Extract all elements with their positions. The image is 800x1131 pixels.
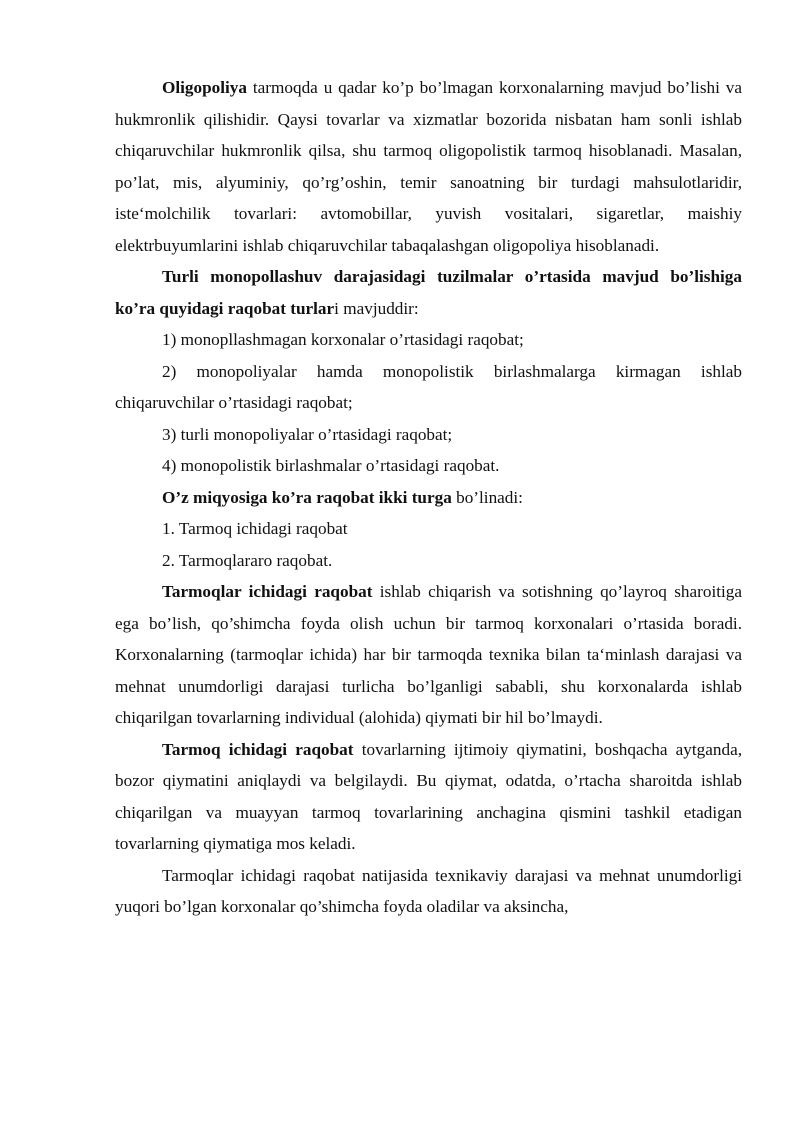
list-item bbox=[115, 450, 742, 482]
paragraph-text: tarmoqda u qadar ko’p bo’lmagan korxonalarning mavjud bo’lishi va hukmronlik qilishidir. Qaysi tovarlar va xizmatlar bozorida nisbatan ham sonli ishlab chiqaruvchilar hukmronlik qilsa, shu tarmoq oligopolistik tarmoq hisoblanadi. Masalan, po’lat, mis, alyuminiy, qo’rg’oshin, temir sanoatning bir turdagi mahsulotlaridir, iste‘molchilik tovarlari: avtomobillar, yuvish vositalari, sigaretlar, maishiy elektrbuyumlarini ishlab chiqaruvchilar tabaqalashgan oligopoliya hisoblanadi. bbox=[115, 78, 742, 255]
term-bold: Tarmoq ichidagi raqobat bbox=[162, 739, 354, 759]
paragraph-raqobat-turlari bbox=[115, 261, 742, 324]
document-body bbox=[115, 72, 742, 923]
list-item bbox=[115, 545, 742, 577]
paragraph-tarmoq-ichidagi bbox=[115, 734, 742, 860]
list-item bbox=[115, 356, 742, 419]
paragraph-oligopoliya bbox=[115, 72, 742, 261]
paragraph-natija bbox=[115, 860, 742, 923]
paragraph-text: Tarmoqlar ichidagi raqobat natijasida texnikaviy darajasi va mehnat unumdorligi yuqori bo’lgan korxonalar qo’shimcha foyda oladilar va aksincha, bbox=[115, 865, 742, 916]
list-item bbox=[115, 513, 742, 545]
paragraph-text: i mavjuddir: bbox=[334, 298, 419, 318]
list-item bbox=[115, 419, 742, 451]
list-item-text: 2. Tarmoqlararo raqobat. bbox=[162, 550, 333, 570]
term-bold: O’z miqyosiga ko’ra raqobat ikki turga bbox=[162, 487, 452, 507]
list-item-text: 3) turli monopoliyalar o’rtasidagi raqobat; bbox=[162, 424, 453, 444]
paragraph-text: tovarlarning ijtimoiy qiymatini, boshqacha aytganda, bozor qiymatini aniqlaydi va belgilaydi. Bu qiymat, odatda, o’rtacha sharoitda ishlab chiqarilgan va muayyan tarmoq tovarlarining anchagina qismini tashkil etadigan tovarlarning qiymatiga mos keladi. bbox=[115, 739, 742, 853]
list-item bbox=[115, 324, 742, 356]
list-item-text: 4) monopolistik birlashmalar o’rtasidagi raqobat. bbox=[162, 456, 500, 475]
term-bold: Tarmoqlar ichidagi raqobat bbox=[162, 582, 373, 601]
paragraph-text: ishlab chiqarish va sotishning qo’layroq sharoitiga ega bo’lish, qo’shimcha foyda olish uchun bir tarmoq korxonalari o’rtasida boradi. Korxonalarning (tarmoqlar ichida) har bir tarmoqda texnika bilan ta‘minlash darajasi va mehnat unumdorligi darajasi turlicha bo’lganligi sababli, shu korxonalarda ishlab chiqarilgan tovarlarning individual (alohida) qiymati bir hil bo’lmaydi. bbox=[115, 582, 742, 727]
term-bold: Oligopoliya bbox=[162, 78, 247, 97]
list-item-text: 2) monopoliyalar hamda monopolistik birlashmalarga kirmagan ishlab chiqaruvchilar o’rtasidagi raqobat; bbox=[115, 361, 742, 412]
paragraph-text: bo’linadi: bbox=[451, 487, 523, 507]
term-bold: Turli monopollashuv darajasidagi tuzilmalar o’rtasida mavjud bo’lishiga ko’ra quyidagi raqobat turlar bbox=[115, 267, 742, 318]
list-item-text: 1. Tarmoq ichidagi raqobat bbox=[162, 519, 348, 538]
paragraph-miqyos bbox=[115, 482, 742, 514]
list-item-text: 1) monopllashmagan korxonalar o’rtasidagi raqobat; bbox=[162, 330, 524, 349]
paragraph-tarmoqlar-ichidagi bbox=[115, 576, 742, 734]
